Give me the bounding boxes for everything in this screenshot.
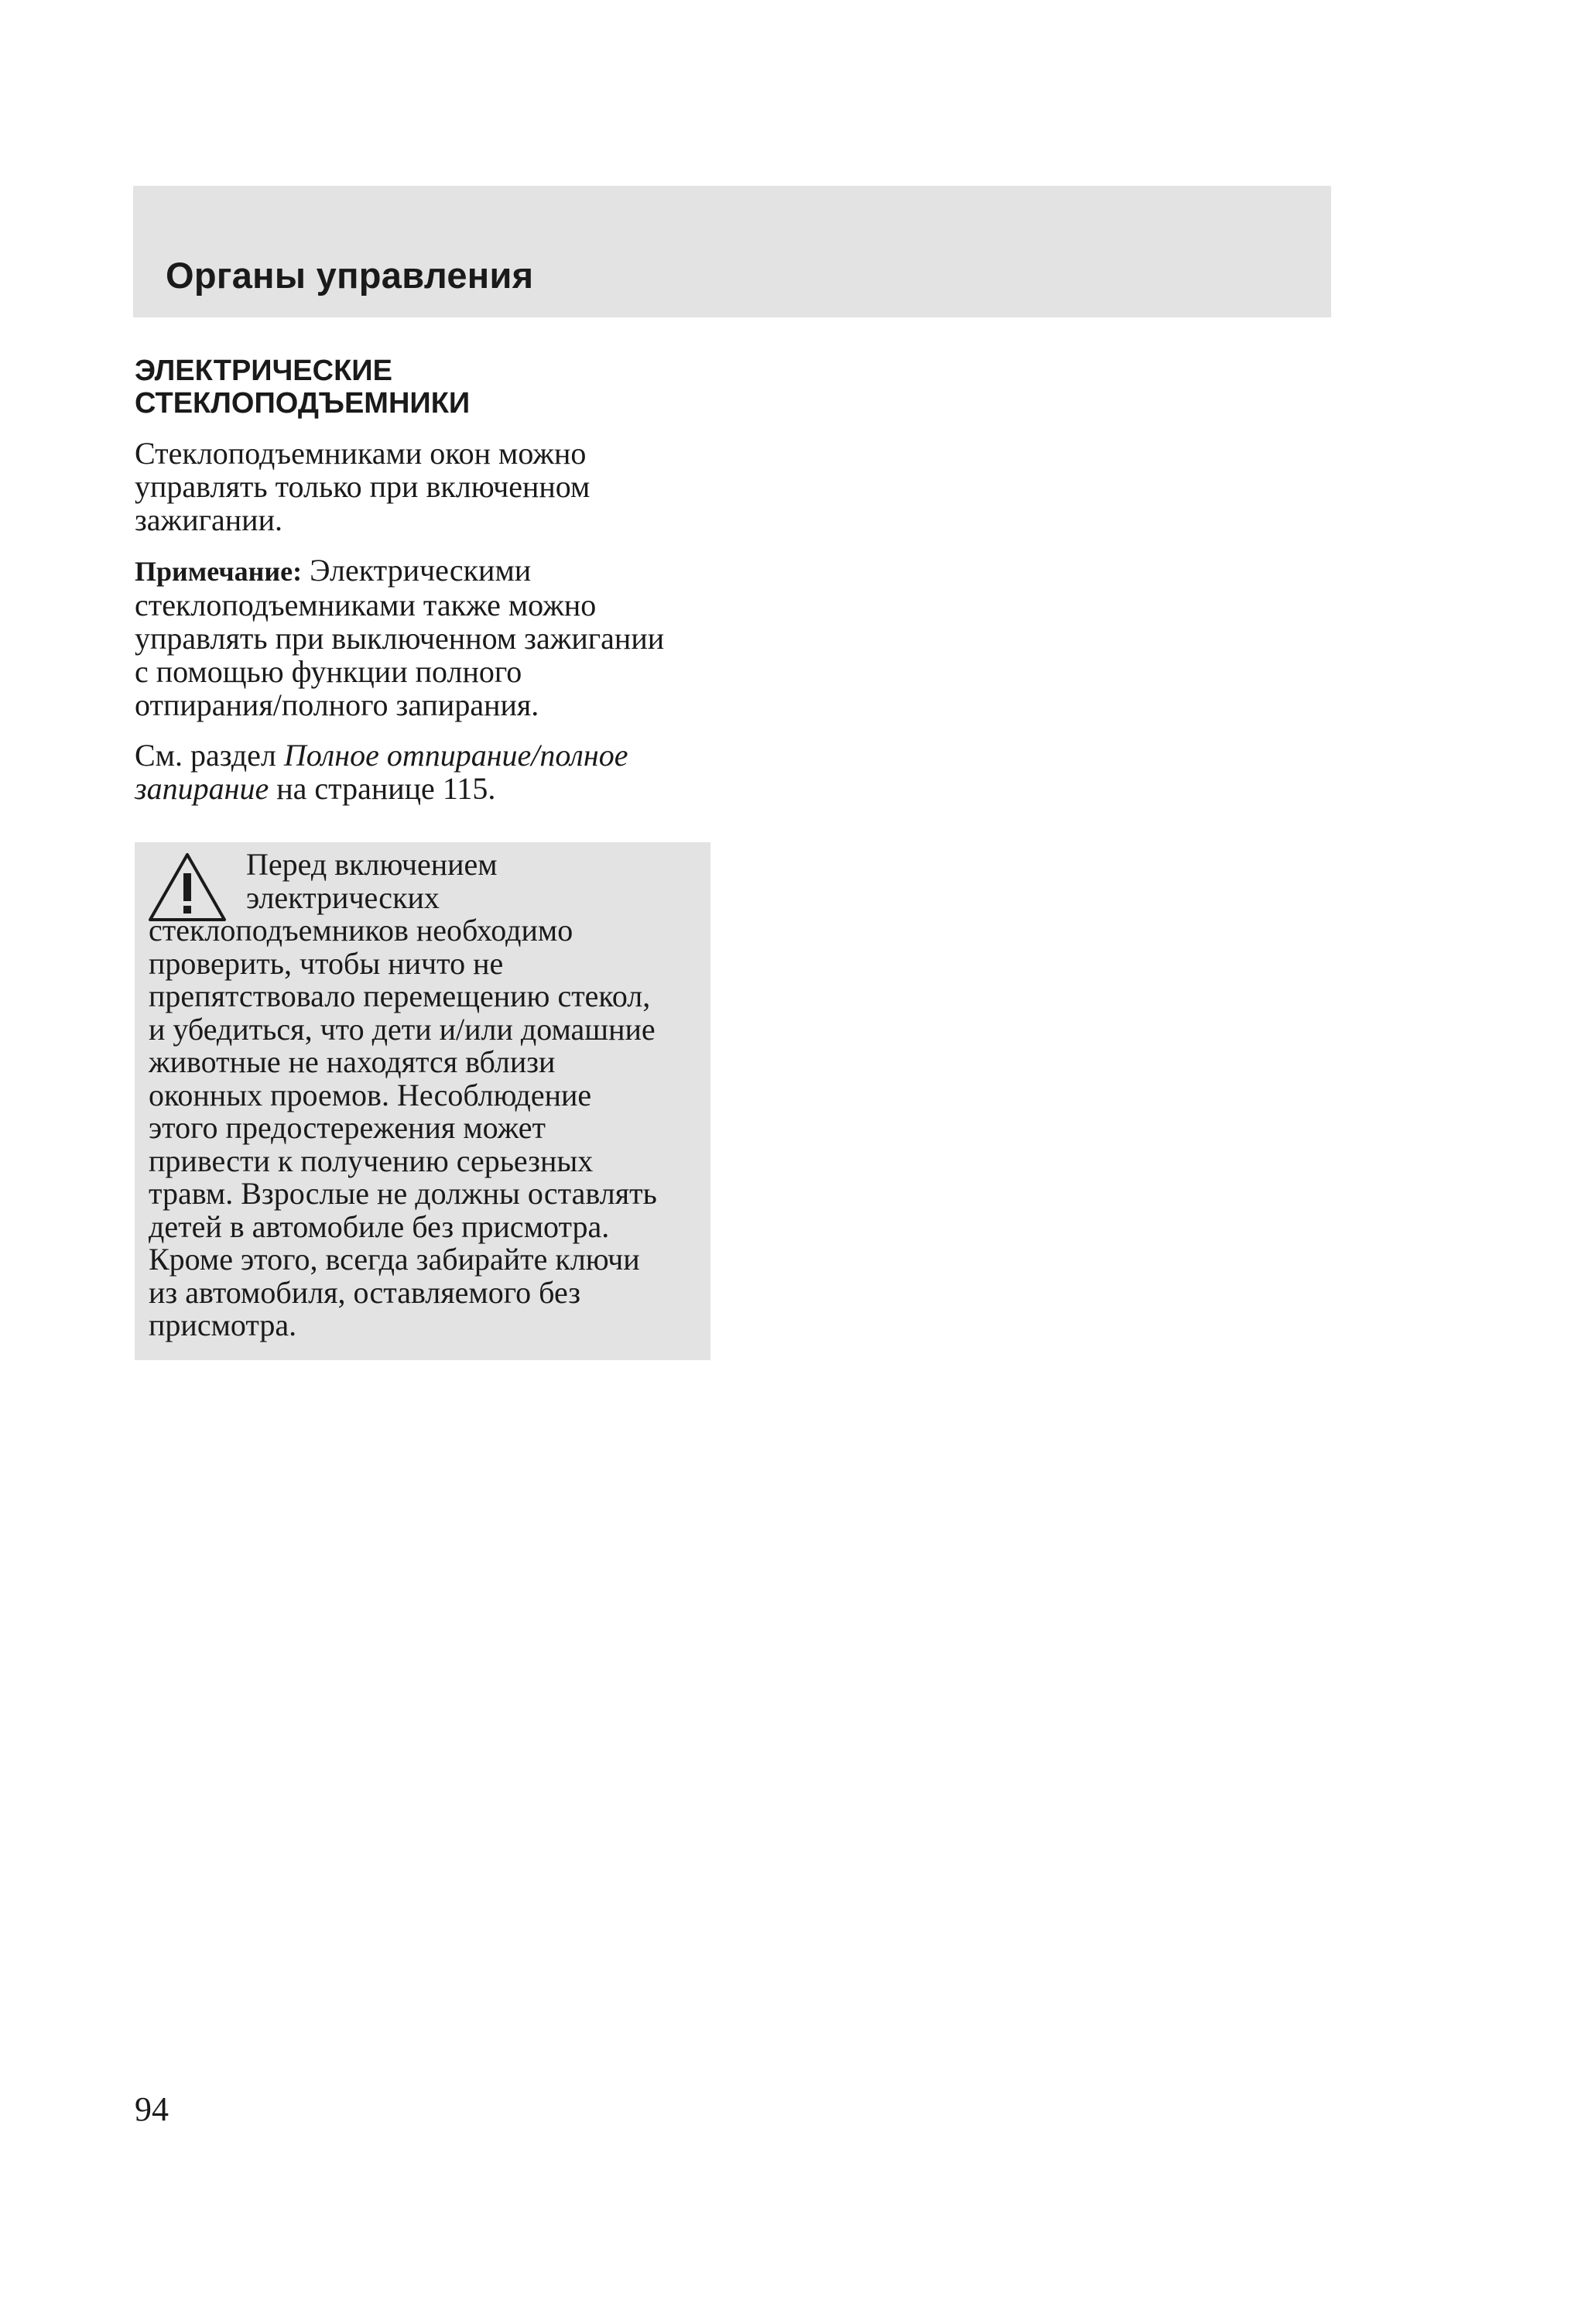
warning-line: препятствовало перемещению стекол, (149, 979, 651, 1013)
warning-line: оконных проемов. Несоблюдение (149, 1077, 592, 1112)
section-heading-line: СТЕКЛОПОДЪЕМНИКИ (135, 387, 471, 420)
note-first-line (135, 554, 715, 588)
warning-line: детей в автомобиле без присмотра. (149, 1208, 610, 1244)
intro-paragraph (135, 437, 715, 536)
reference-line-1 (135, 739, 715, 772)
reference-paragraph (135, 739, 715, 805)
reference-title-part1: Полное отпирание/полное (283, 738, 628, 773)
warning-line: электрических (246, 879, 440, 915)
warning-box (135, 842, 710, 1360)
warning-line: и убедиться, что дети и/или домашние (149, 1011, 656, 1047)
note-first-line-text: Электрическими (302, 553, 532, 588)
reference-title-part2: запирание (135, 771, 269, 806)
page-number: 94 (135, 2090, 169, 2128)
intro-line: зажигании. (135, 502, 282, 537)
reference-suffix: на странице 115. (269, 771, 496, 806)
note-label: Примечание: (135, 556, 303, 587)
note-line: с помощью функции полного (135, 654, 522, 689)
warning-line: Перед включением (246, 847, 498, 882)
warning-line: Кроме этого, всегда забирайте ключи (149, 1242, 640, 1277)
warning-line: из автомобиля, оставляемого без (149, 1274, 581, 1310)
warning-text (149, 848, 706, 1342)
reference-prefix: См. раздел (135, 738, 284, 773)
note-line: стеклоподъемниками также можно (135, 588, 597, 622)
intro-line: Стеклоподъемниками окон можно (135, 436, 587, 471)
reference-line-2 (135, 772, 715, 805)
warning-line: этого предостережения может (149, 1110, 546, 1145)
note-line: отпирания/полного запирания. (135, 687, 539, 722)
warning-line: привести к получению серьезных (149, 1143, 594, 1178)
page-title: Органы управления (166, 255, 534, 296)
note-line: управлять при выключенном зажигании (135, 621, 665, 656)
section-heading-line: ЭЛЕКТРИЧЕСКИЕ (135, 355, 392, 387)
intro-line: управлять только при включенном (135, 469, 591, 504)
warning-line: животные не находятся вблизи (149, 1044, 556, 1079)
note-paragraph (135, 554, 715, 722)
warning-line: присмотра. (149, 1308, 297, 1342)
warning-line: стеклоподъемников необходимо (149, 913, 573, 948)
warning-line: проверить, чтобы ничто не (149, 945, 504, 981)
section-heading (135, 355, 715, 420)
warning-line: травм. Взрослые не должны оставлять (149, 1176, 657, 1211)
header-band (133, 186, 1331, 317)
content-column (135, 355, 715, 822)
